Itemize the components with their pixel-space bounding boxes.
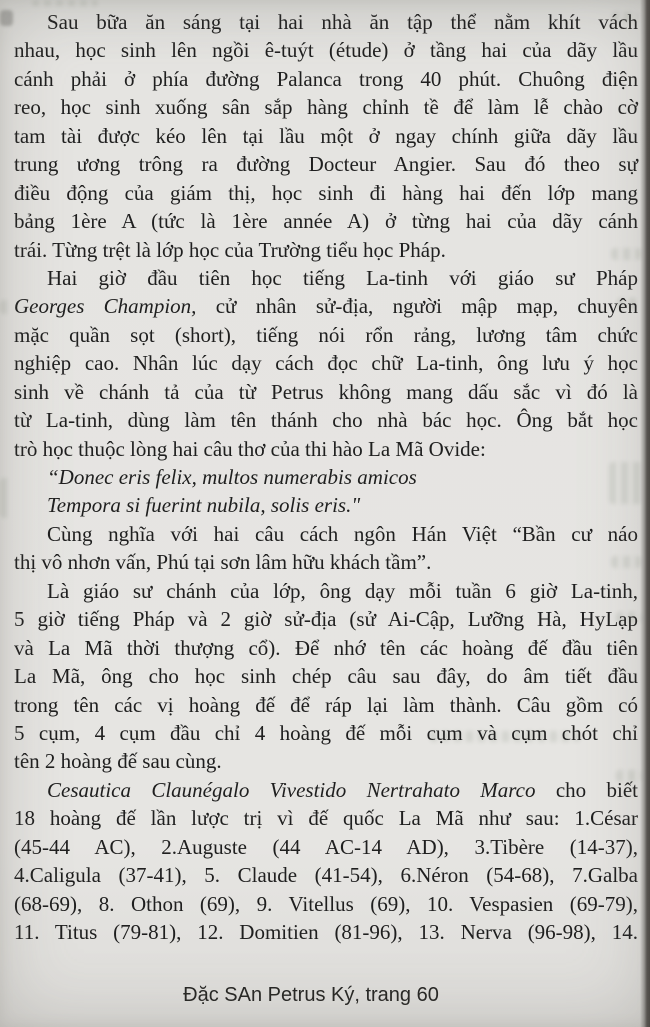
text-segment: 4.Caligula (37-41), 5. Claude (41-54), 6.Néron (54-68), 7.Galba [14, 863, 638, 888]
text-line [14, 890, 638, 918]
text-line [14, 804, 638, 832]
text-segment: Cesautica Claunégalo Vivestido Nertrahato Marco [47, 777, 536, 802]
text-line [14, 662, 638, 690]
text-line [14, 122, 638, 150]
text-segment: nghiệp cao. Nhân lúc dạy cách đọc chữ La-tinh, ông lưu ý học [14, 351, 638, 376]
text-line [14, 520, 638, 548]
text-line [14, 861, 638, 889]
text-line [14, 65, 638, 93]
text-segment: cho biết [535, 777, 638, 802]
text-line [14, 406, 638, 434]
text-line [14, 577, 638, 605]
text-segment: 5 cụm, 4 cụm đầu chỉ 4 hoàng đế mỗi cụm và cụm chót chỉ [14, 720, 638, 745]
text-segment: bảng 1ère A (tức là 1ère année A) ở từng hai của dãy cánh [14, 209, 638, 234]
text-line [14, 491, 638, 519]
text-line [14, 548, 638, 576]
text-segment: Là giáo sư chánh của lớp, ông dạy mỗi tuần 6 giờ La-tinh, [47, 578, 638, 603]
text-segment: trái. Từng trệt là lớp học của Trường tiểu học Pháp. [14, 237, 446, 262]
text-segment: trong tên các vị hoàng đế để ráp lại làm thành. Câu gồm có [14, 692, 638, 717]
text-line [14, 378, 638, 406]
text-segment: 18 hoàng đế lần lược trị vì đế quốc La Mã như sau: 1.César [14, 806, 638, 831]
paragraph-6 [14, 776, 638, 947]
text-line [14, 150, 638, 178]
text-segment: Cùng nghĩa với hai câu cách ngôn Hán Việt “Bần cư náo [47, 521, 638, 546]
paragraph-1 [14, 8, 638, 264]
text-segment: 5 giờ tiếng Pháp và 2 giờ sử-địa (sử Ai-Cập, Lưỡng Hà, HyLạp [14, 607, 638, 632]
text-line [14, 349, 638, 377]
text-line [14, 435, 638, 463]
text-segment: trung ương trông ra đường Docteur Angier. Sau đó theo sự [14, 152, 638, 177]
text-segment: tam tài được kéo lên tại lầu một ở ngay chính giữa dãy lầu [14, 123, 638, 148]
paragraph-2 [14, 264, 638, 463]
page-text [14, 8, 638, 946]
text-segment: Tempora si fuerint nubila, solis eris." [47, 493, 361, 518]
text-line [14, 207, 638, 235]
paragraph-4 [14, 520, 638, 577]
text-line [14, 605, 638, 633]
text-line [14, 93, 638, 121]
text-segment: Hai giờ đầu tiên học tiếng La-tinh với giáo sư Pháp [47, 265, 638, 290]
text-line [14, 463, 638, 491]
bleed-through-artifact [0, 478, 12, 518]
text-segment: mặc quần sọt (short), tiếng nói rổn rảng, lương tâm chức [14, 322, 638, 347]
scan-smudge [0, 10, 13, 26]
text-line [14, 634, 638, 662]
text-line [14, 918, 638, 946]
text-segment: điều động của giám thị, học sinh đi hàng hai đến lớp mang [14, 180, 638, 205]
text-line [14, 264, 638, 292]
paragraph-5 [14, 577, 638, 776]
footer-text: Đặc SAn Petrus Ký, trang 60 [183, 984, 439, 1006]
text-segment: sinh về chánh tả của từ Petrus không mang dấu sắc vì đó là [14, 379, 638, 404]
text-segment: Sau bữa ăn sáng tại hai nhà ăn tập thể nằm khít vách [47, 10, 638, 34]
bleed-through-artifact [32, 0, 98, 6]
text-segment: La Mã, ông cho học sinh chép câu sau đây, do âm tiết đầu [14, 664, 638, 689]
text-segment: thị vô nhơn vấn, Phú tại sơn lâm hữu khách tầm”. [14, 550, 432, 575]
text-line [14, 747, 638, 775]
text-segment: cánh phải ở phía đường Palanca trong 40 phút. Chuông điện [14, 66, 638, 91]
text-segment: nhau, học sinh lên ngồi ê-tuýt (étude) ở tầng hai của dãy lầu [14, 38, 638, 63]
text-segment: cử nhân sử-địa, người mập mạp, chuyên [196, 294, 639, 319]
paragraph-3 [14, 463, 638, 520]
text-line [14, 8, 638, 36]
text-segment: từ La-tinh, dùng làm tên thánh cho nhà bác học. Ông bắt học [14, 408, 638, 433]
text-line [14, 776, 638, 804]
text-line [14, 292, 638, 320]
text-segment: “Donec eris felix, multos numerabis amicos [47, 465, 417, 489]
text-line [14, 833, 638, 861]
text-segment: (68-69), 8. Othon (69), 9. Vitellus (69), 10. Vespasien (69-79), [14, 891, 638, 916]
text-segment: (45-44 AC), 2.Auguste (44 AC-14 AD), 3.Tibère (14-37), [14, 834, 638, 859]
text-line [14, 36, 638, 64]
text-segment: trò học thuộc lòng hai câu thơ của thi hào La Mã Ovide: [14, 436, 486, 461]
text-segment: Georges Champion, [14, 294, 197, 319]
text-line [14, 236, 638, 264]
text-line [14, 719, 638, 747]
text-segment: và La Mã thời thượng cổ). Để nhớ tên các hoàng đế đầu tiên [14, 635, 638, 660]
text-line [14, 179, 638, 207]
page-edge-shadow [640, 0, 650, 1027]
bleed-through-artifact [0, 300, 10, 314]
page-footer [0, 984, 622, 1007]
text-segment: tên 2 hoàng đế sau cùng. [14, 749, 222, 774]
text-segment: reo, học sinh xuống sân sắp hàng chỉnh tề để làm lễ chào cờ [14, 95, 638, 120]
text-line [14, 691, 638, 719]
text-segment: 11. Titus (79-81), 12. Domitien (81-96), 13. Nerva (96-98), 14. [14, 920, 638, 944]
text-line [14, 321, 638, 349]
